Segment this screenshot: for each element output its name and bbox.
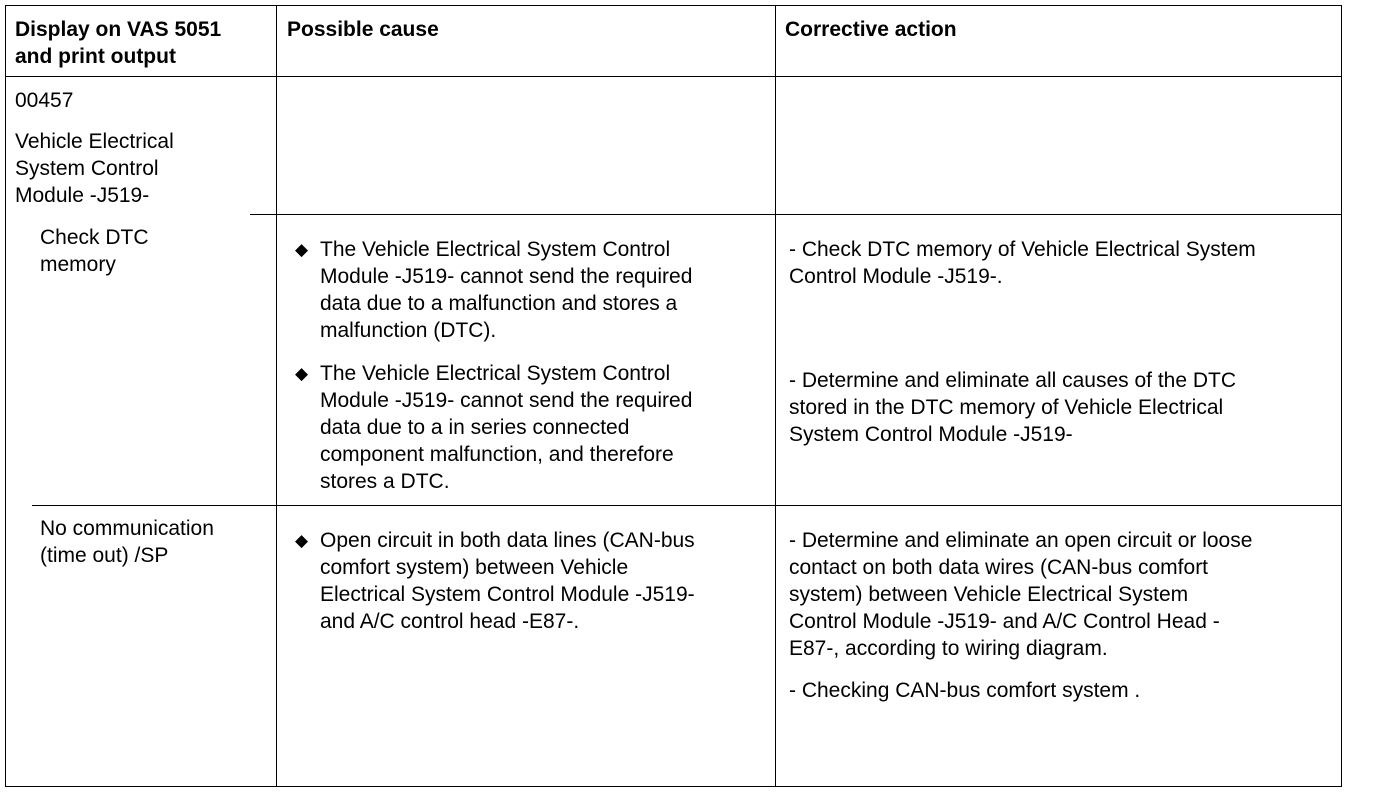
column-divider-1 — [276, 5, 277, 787]
row-divider-2 — [32, 505, 1342, 506]
module-name: Vehicle Electrical System Control Module -J519- — [15, 130, 174, 207]
column-divider-2 — [775, 5, 776, 787]
header-display-column: Display on VAS 5051 and print output — [15, 18, 222, 68]
bullet-icon: ◆ — [295, 364, 309, 383]
module-code: 00457 — [15, 89, 74, 112]
cause-item: The Vehicle Electrical System Control Module -J519- cannot send the required data due to a in series connected component malfunction, and therefore stores a DTC. — [320, 362, 693, 493]
header-possible-cause: Possible cause — [287, 18, 439, 41]
action-item: - Check DTC memory of Vehicle Electrical System Control Module -J519-. — [789, 238, 1256, 288]
action-item: - Determine and eliminate all causes of the DTC stored in the DTC memory of Vehicle Electrical System Control Module -J519- — [789, 369, 1237, 446]
action-item: - Checking CAN-bus comfort system . — [789, 679, 1141, 702]
action-item: - Determine and eliminate an open circuit or loose contact on both data wires (CAN-bus comfort system) between Vehicle Electrical System Control Module -J519- and A/C Control Head - E87-, according to wiring diagram. — [789, 529, 1253, 660]
cause-item: Open circuit in both data lines (CAN-bus comfort system) between Vehicle Electrical System Control Module -J519- and A/C control head -E87-. — [320, 529, 695, 633]
bullet-icon: ◆ — [295, 531, 309, 550]
header-corrective-action: Corrective action — [785, 18, 957, 41]
row-divider-1 — [250, 214, 1342, 215]
row-label-check-dtc: Check DTC memory — [40, 226, 149, 276]
bullet-icon: ◆ — [295, 240, 309, 259]
row-label-no-communication: No communication (time out) /SP — [40, 517, 214, 567]
header-divider — [5, 76, 1342, 77]
cause-item: The Vehicle Electrical System Control Module -J519- cannot send the required data due to a malfunction and stores a malfunction (DTC). — [320, 238, 693, 342]
